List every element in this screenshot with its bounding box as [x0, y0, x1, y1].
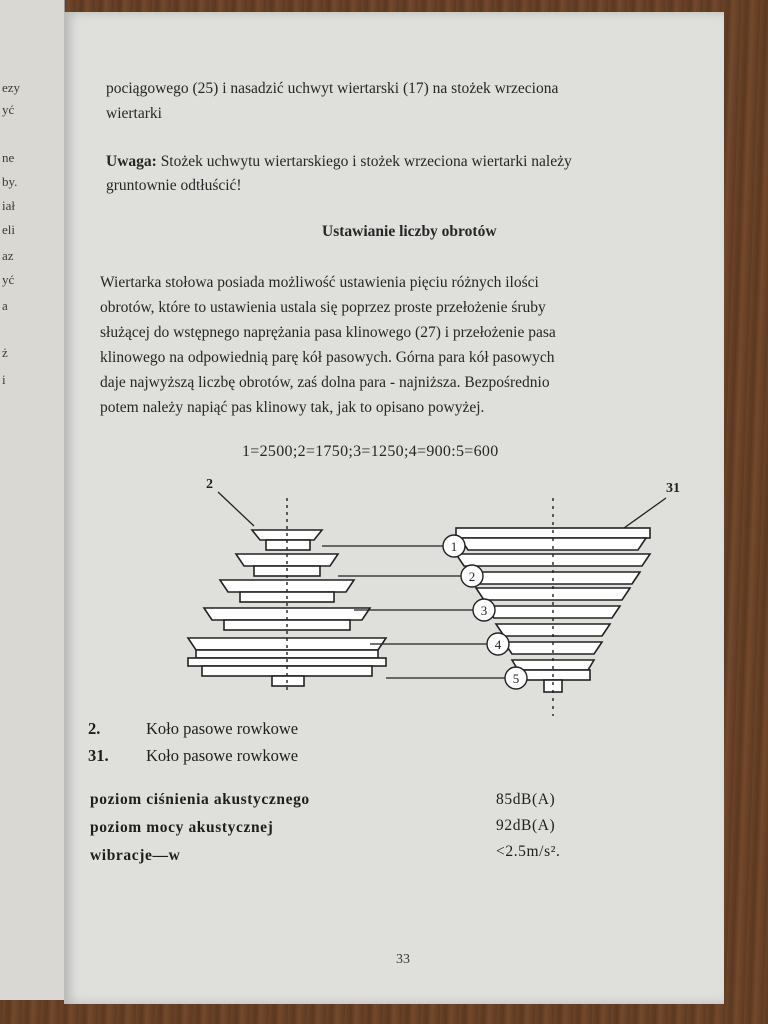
legend-label: Koło pasowe rowkowe [146, 746, 299, 765]
belt-position-3 [354, 599, 495, 621]
manual-page [64, 12, 724, 1004]
body-line: potem należy napiąć pas klinowy tak, jak to opisano powyżej. [100, 399, 485, 416]
note-text: Stożek uchwytu wiertarskiego i stożek wrzeciona wiertarki należy [160, 153, 572, 170]
belt-position-1 [322, 535, 466, 557]
spec-value: 85dB(A) [496, 791, 556, 808]
legend-label: Koło pasowe rowkowe [146, 719, 299, 738]
left-page-fragment: ż [2, 345, 8, 360]
speed-marker-label: 3 [480, 603, 488, 618]
legend-item [88, 746, 298, 766]
left-page-fragment: yć [2, 272, 15, 287]
left-page-fragment: az [2, 248, 14, 263]
left-page-fragment: yć [2, 102, 15, 117]
speed-marker-label: 2 [468, 569, 476, 584]
speed-formula: 1=2500;2=1750;3=1250;4=900:5=600 [242, 443, 499, 460]
belt-position-2 [338, 565, 483, 587]
spec-value: 92dB(A) [496, 817, 556, 834]
left-page-fragment: a [2, 298, 8, 313]
spec-label: poziom mocy akustycznej [90, 819, 274, 836]
spec-label: poziom ciśnienia akustycznego [90, 791, 310, 808]
legend-item [88, 719, 298, 739]
legend-number: 2. [88, 719, 101, 738]
belt-position-4 [370, 633, 509, 655]
right-pulley-step [456, 528, 650, 538]
page-number: 33 [396, 952, 410, 967]
callout-left-line [218, 492, 254, 526]
body-line: daje najwyższą liczbę obrotów, zaś dolna para - najniższa. Bezpośrednio [100, 374, 550, 391]
left-page-edge [0, 0, 65, 1000]
speed-marker-label: 1 [450, 539, 458, 554]
left-pulley-hub [266, 540, 310, 550]
speed-marker-label: 5 [512, 671, 520, 686]
left-page-fragment: ezy [2, 80, 21, 95]
body-line: służącej do wstępnego naprężania pasa klinowego (27) i przełożenie pasa [100, 324, 556, 341]
callout-right-label: 31 [666, 481, 680, 496]
belt-position-5 [386, 667, 527, 689]
left-pulley-hub [254, 566, 320, 576]
legend-number: 31. [88, 746, 109, 765]
left-page-fragment: by. [2, 174, 18, 189]
body-line: obrotów, które to ustawienia ustala się poprzez proste przełożenie śruby [100, 299, 546, 316]
note-label: Uwaga: [106, 153, 157, 170]
body-line: Wiertarka stołowa posiada możliwość ustawienia pięciu różnych ilości [100, 274, 539, 291]
speed-marker-label: 4 [494, 637, 502, 652]
callout-left-label: 2 [206, 477, 213, 492]
left-page-fragment: iał [2, 198, 15, 213]
left-page-fragment: eli [2, 222, 15, 237]
intro-line: pociągowego (25) i nasadzić uchwyt wiertarski (17) na stożek wrzeciona [106, 80, 559, 97]
left-pulley-stack [188, 530, 386, 686]
left-page-fragment: i [2, 372, 6, 387]
note-line [106, 149, 572, 174]
callout-right-line [624, 498, 666, 528]
left-pulley-shaft [272, 676, 304, 686]
left-page-fragment: ne [2, 150, 15, 165]
intro-line: wiertarki [106, 105, 162, 122]
pulley-diagram [174, 470, 694, 720]
spec-value: <2.5m/s². [496, 843, 561, 860]
spec-label: wibracje—w [90, 847, 181, 864]
note-line: gruntownie odtłuścić! [106, 177, 242, 194]
section-heading: Ustawianie liczby obrotów [322, 223, 497, 240]
body-line: klinowego na odpowiednią parę kół pasowych. Górna para kół pasowych [100, 349, 555, 366]
